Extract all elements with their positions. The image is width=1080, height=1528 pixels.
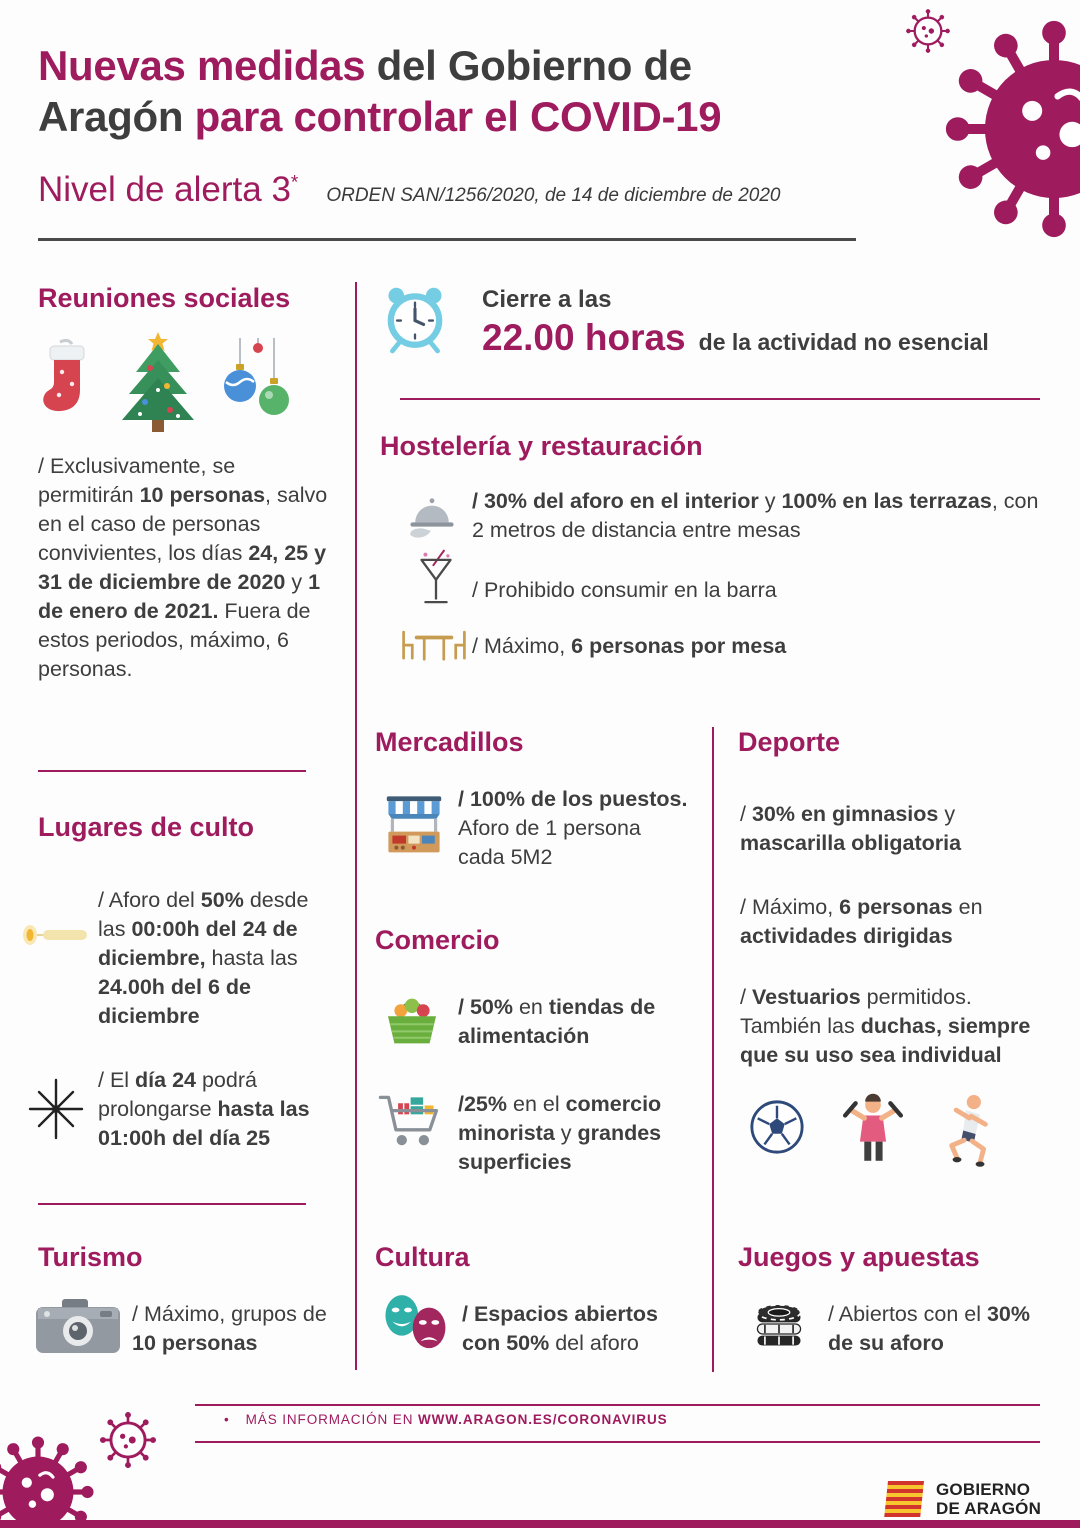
serving-tray-icon — [402, 490, 462, 544]
theater-masks-icon — [380, 1292, 454, 1356]
column-divider-left — [355, 282, 357, 1370]
market-stall-icon — [382, 790, 446, 858]
section-title-hosteleria: Hostelería y restauración — [380, 431, 703, 461]
section-title-turismo: Turismo — [38, 1242, 143, 1272]
cocktail-icon — [416, 548, 456, 614]
bullet: • — [224, 1412, 230, 1427]
hosteleria-item-3: / Máximo, 6 personas por mesa — [472, 634, 787, 658]
logo-text — [936, 1480, 1041, 1518]
hosteleria-item-2: / Prohibido consumir en la barra — [472, 578, 777, 602]
candle-icon — [18, 920, 92, 950]
closure-divider — [400, 398, 1040, 400]
footer-info-text: MÁS INFORMACIÓN EN WWW.ARAGON.ES/CORONAVIRUS — [245, 1412, 668, 1427]
christmas-baubles-icon — [218, 336, 296, 434]
christmas-icons — [36, 330, 296, 434]
footer-rule-bottom — [195, 1441, 1040, 1443]
closure-intro: Cierre a las — [482, 286, 612, 313]
mercadillos-item-1: / 100% de los puestos. Aforo de 1 persona cada 5M2 — [458, 787, 688, 869]
section-title-mercadillos: Mercadillos — [375, 727, 524, 757]
page-title — [38, 40, 888, 142]
deporte-item-2: / Máximo, 6 personas en actividades dirigidas — [740, 895, 983, 948]
food-basket-icon — [380, 984, 444, 1050]
title-line-2: Aragón para controlar el COVID-19 — [38, 93, 722, 141]
footer-info — [224, 1412, 668, 1427]
reuniones-text: / Exclusivamente, se permitirán 10 personas, salvo en el caso de personas convivientes, los días 24, 25 y 31 de diciembre de 2020 y 1 de enero de 2021. Fuera de estos periodos, máximo, 6 personas. — [38, 454, 328, 681]
bottom-accent-bar — [0, 1520, 1080, 1528]
footer-rule-top — [195, 1404, 1040, 1406]
alert-level-row — [38, 170, 781, 210]
closure-time: 22.00 horas — [482, 317, 686, 358]
culto-item-1: / Aforo del 50% desde las 00:00h del 24 de diciembre, hasta las 24.00h del 6 de diciembre — [98, 888, 309, 1028]
left-divider-1 — [38, 770, 306, 772]
soccer-ball-icon — [748, 1098, 806, 1156]
alert-asterisk: * — [290, 172, 299, 194]
column-divider-right — [712, 727, 714, 1372]
christmas-stocking-icon — [36, 338, 98, 434]
juegos-item-1: / Abiertos con el 30% de su aforo — [828, 1302, 1030, 1355]
hosteleria-item-1: / 30% del aforo en el interior y 100% en las terrazas, con 2 metros de distancia entre mesas — [472, 489, 1039, 542]
comercio-item-2: /25% en el comercio minorista y grandes superficies — [458, 1092, 662, 1174]
christmas-tree-icon — [112, 330, 204, 434]
order-reference: ORDEN SAN/1256/2020, de 14 de diciembre de 2020 — [326, 185, 781, 206]
section-title-cultura: Cultura — [375, 1242, 470, 1272]
star-icon — [26, 1078, 86, 1140]
virus-outline-icon-footer — [96, 1408, 160, 1472]
deporte-item-1: / 30% en gimnasios y mascarilla obligatoria — [740, 802, 962, 855]
deporte-item-3: / Vestuarios permitidos. También las duchas, siempre que su uso sea individual — [740, 985, 1031, 1067]
shopping-cart-icon — [376, 1080, 446, 1170]
section-title-comercio: Comercio — [375, 925, 500, 955]
section-title-deporte: Deporte — [738, 727, 841, 757]
logo-line-1: GOBIERNO — [936, 1480, 1031, 1499]
header-rule — [38, 238, 856, 241]
turismo-item-1: / Máximo, grupos de 10 personas — [132, 1302, 327, 1355]
virus-icon-footer — [0, 1436, 94, 1528]
section-title-culto: Lugares de culto — [38, 812, 255, 842]
aragon-flag-icon — [884, 1481, 926, 1517]
alarm-clock-icon — [376, 280, 454, 358]
poker-chips-icon — [750, 1292, 808, 1356]
closure-notice — [482, 286, 989, 359]
cultura-item-1: / Espacios abiertos con 50% del aforo — [462, 1302, 658, 1355]
logo-line-2: DE ARAGÓN — [936, 1499, 1042, 1519]
virus-icon-large — [945, 20, 1080, 238]
table-chairs-icon — [396, 626, 472, 668]
closure-tail: de la actividad no esencial — [698, 329, 989, 355]
runner-icon — [934, 1092, 996, 1168]
weightlifter-icon — [838, 1092, 908, 1166]
gobierno-aragon-logo — [884, 1480, 1041, 1518]
section-title-reuniones: Reuniones sociales — [38, 283, 291, 313]
camera-icon — [34, 1297, 122, 1357]
culto-item-2: / El día 24 podrá prolongarse hasta las 01:00h del día 25 — [98, 1068, 310, 1150]
closure-line — [482, 317, 989, 359]
section-title-juegos: Juegos y apuestas — [738, 1242, 980, 1272]
left-divider-2 — [38, 1203, 306, 1205]
alert-level: Nivel de alerta 3* — [38, 170, 299, 209]
title-line-1: Nuevas medidas del Gobierno de — [38, 42, 692, 89]
comercio-item-1: / 50% en tiendas de alimentación — [458, 995, 656, 1048]
